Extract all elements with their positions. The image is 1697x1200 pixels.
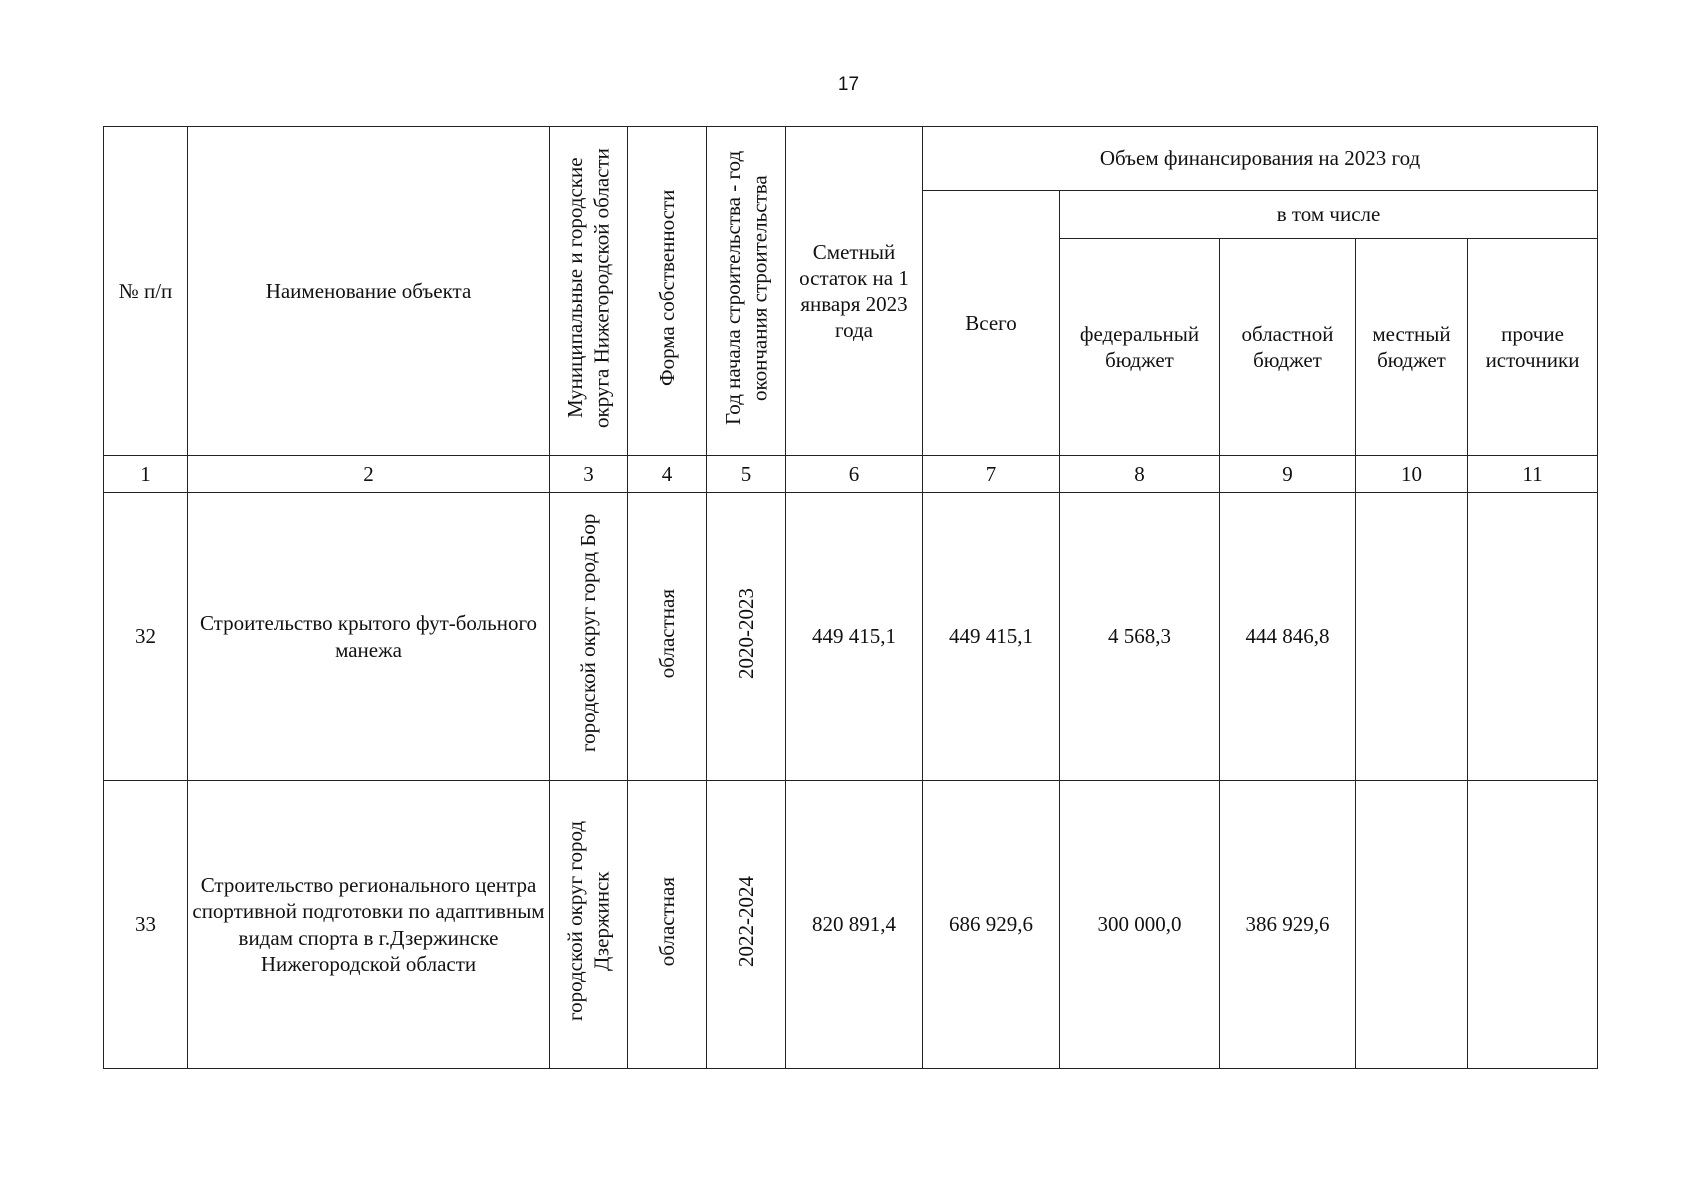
column-number: 6: [786, 456, 923, 493]
table-row: [104, 493, 1598, 781]
row-municipality: [550, 781, 628, 1069]
header-local: местный бюджет: [1356, 239, 1468, 456]
row-regional: 386 929,6: [1220, 781, 1356, 1069]
page-number: 17: [837, 74, 860, 95]
row-years: [707, 781, 786, 1069]
row-num: 32: [104, 493, 188, 781]
row-remainder: 820 891,4: [786, 781, 923, 1069]
header-including: в том числе: [1060, 191, 1598, 239]
header-remainder: Сметный остаток на 1 января 2023 года: [786, 127, 923, 456]
header-regional: областной бюджет: [1220, 239, 1356, 456]
row-years: [707, 493, 786, 781]
column-number: 9: [1220, 456, 1356, 493]
row-other: [1468, 493, 1598, 781]
row-federal: 4 568,3: [1060, 493, 1220, 781]
column-number: 10: [1356, 456, 1468, 493]
row-local: [1356, 781, 1468, 1069]
row-municipality-text: городской округ город Дзержинск: [563, 821, 614, 1022]
row-ownership-text: областная: [654, 588, 679, 678]
header-municipality-text: Муниципальные и городские округа Нижегородской области: [563, 147, 614, 428]
row-remainder: 449 415,1: [786, 493, 923, 781]
row-ownership-text: областная: [654, 876, 679, 966]
header-ownership-text: Форма собственности: [654, 189, 679, 387]
header-financing: Объем финансирования на 2023 год: [923, 127, 1598, 191]
header-total: Всего: [923, 191, 1060, 456]
column-number: 8: [1060, 456, 1220, 493]
row-name: Строительство крытого фут-больного манежа: [188, 493, 550, 781]
header-years-text: Год начала строительства - год окончания строительства: [720, 150, 771, 425]
column-number-row: [104, 456, 1598, 493]
column-number: 3: [550, 456, 628, 493]
header-name: Наименование объекта: [188, 127, 550, 456]
row-num: 33: [104, 781, 188, 1069]
column-number: 2: [188, 456, 550, 493]
row-municipality: [550, 493, 628, 781]
financing-table: [103, 126, 1598, 1069]
row-name: Строительство регионального центра спортивной подготовки по адаптивным видам спорта в г.Дзержинске Нижегородской области: [188, 781, 550, 1069]
row-total: 686 929,6: [923, 781, 1060, 1069]
row-municipality-text: городской округ город Бор: [576, 514, 601, 753]
row-local: [1356, 493, 1468, 781]
header-num: № п/п: [104, 127, 188, 456]
header-years: [707, 127, 786, 456]
column-number: 11: [1468, 456, 1598, 493]
header-ownership: [628, 127, 707, 456]
row-regional: 444 846,8: [1220, 493, 1356, 781]
column-number: 1: [104, 456, 188, 493]
row-total: 449 415,1: [923, 493, 1060, 781]
row-other: [1468, 781, 1598, 1069]
row-federal: 300 000,0: [1060, 781, 1220, 1069]
column-number: 4: [628, 456, 707, 493]
header-municipality: [550, 127, 628, 456]
row-ownership: [628, 493, 707, 781]
header-federal: федеральный бюджет: [1060, 239, 1220, 456]
header-other: прочие источники: [1468, 239, 1598, 456]
row-ownership: [628, 781, 707, 1069]
column-number: 5: [707, 456, 786, 493]
header-row-1: [104, 127, 1598, 191]
column-number: 7: [923, 456, 1060, 493]
row-years-text: 2022-2024: [733, 875, 758, 967]
row-years-text: 2020-2023: [733, 587, 758, 679]
table-row: [104, 781, 1598, 1069]
